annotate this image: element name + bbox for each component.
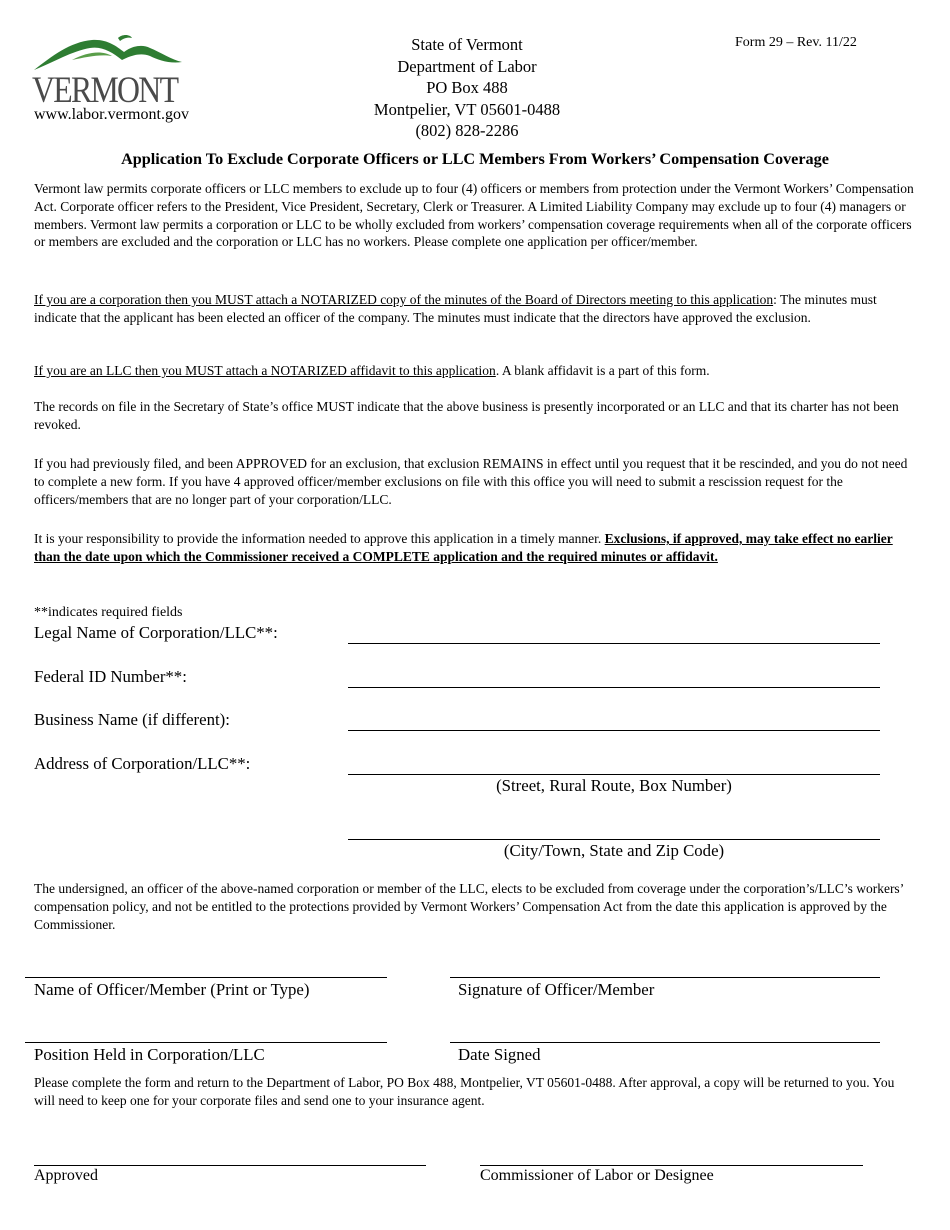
approved-line xyxy=(34,1165,426,1166)
address-line: Department of Labor xyxy=(397,56,537,76)
commissioner-line xyxy=(480,1165,863,1166)
business-name-input[interactable] xyxy=(348,730,880,731)
address-line: Montpelier, VT 05601-0488 xyxy=(373,99,561,119)
records-notice: The records on file in the Secretary of State’s office MUST indicate that the above business is presently incorporated or an LLC and that its charter has not been revoked. xyxy=(34,399,899,432)
legal-name-input[interactable] xyxy=(348,643,880,644)
return-instructions: Please complete the form and return to the Department of Labor, PO Box 488, Montpelier, VT 05601-0488. After approval, a copy will be returned to you. You will need to keep one for your corporate files and send one to your insurance agent. xyxy=(34,1075,895,1108)
date-signed-input[interactable] xyxy=(450,1042,880,1043)
form-title: Application To Exclude Corporate Officers or LLC Members From Workers’ Compensation Coverage xyxy=(121,150,829,168)
address-label: Address of Corporation/LLC**: xyxy=(34,754,251,773)
llc-notice-rest: . A blank affidavit is a part of this form. xyxy=(495,363,710,378)
position-input[interactable] xyxy=(25,1042,387,1043)
address-line: State of Vermont xyxy=(411,35,523,54)
responsibility-text: It is your responsibility to provide the information needed to approve this application in a timely manner. xyxy=(34,531,605,546)
election-statement: The undersigned, an officer of the above-named corporation or member of the LLC, elects to be excluded from coverage under the corporation’s/LLC’s workers’ compensation policy, and not be entitled to the protections provided by Vermont Workers’ Compensation Act from the date this application is approved by the Commissioner. xyxy=(34,881,904,932)
city-hint: (City/Town, State and Zip Code) xyxy=(503,841,725,860)
legal-name-label: Legal Name of Corporation/LLC**: xyxy=(34,623,278,642)
federal-id-input[interactable] xyxy=(348,687,880,688)
corporation-notice-rest: : The minutes must indicate that the applicant has been elected an officer of the company. The minutes must indicate that the directors have approved the exclusion. xyxy=(34,292,877,325)
address-line: (802) 828-2286 xyxy=(415,121,519,140)
responsibility-bold-text: Exclusions, if approved, may take effect no earlier than the date upon which the Commissioner received a COMPLETE application and the required minutes or affidavit. xyxy=(34,531,893,564)
city-state-zip-input[interactable] xyxy=(348,839,880,840)
approved-label: Approved xyxy=(34,1167,98,1184)
position-label: Position Held in Corporation/LLC xyxy=(34,1045,265,1064)
corporation-notice-underlined: If you are a corporation then you MUST attach a NOTARIZED copy of the minutes of the Board of Directors meeting to this application xyxy=(34,292,774,307)
officer-name-label: Name of Officer/Member (Print or Type) xyxy=(34,980,310,999)
website-url: www.labor.vermont.gov xyxy=(34,106,189,123)
required-fields-note: **indicates required fields xyxy=(34,605,183,620)
vermont-logo xyxy=(32,30,188,111)
officer-signature-input[interactable] xyxy=(450,977,880,978)
llc-notice xyxy=(34,362,916,380)
street-address-input[interactable] xyxy=(348,774,880,775)
address-line: PO Box 488 xyxy=(426,78,508,97)
form-number: Form 29 – Rev. 11/22 xyxy=(735,35,857,50)
intro-paragraph: Vermont law permits corporate officers or LLC members to exclude up to four (4) officers or members from protection under the Vermont Workers’ Compensation Act. Corporate officer refers to the President, Vice President, Secretary, Clerk or Treasurer. A Limited Liability Company may exclude up to four (4) managers or members. Vermont law permits a corporation or LLC to be wholly excluded from workers’ compensation coverage requirements when all of the corporate officers or members are excluded and the corporation or LLC has no workers. Please complete one application per officer/member. xyxy=(34,181,914,250)
officer-signature-label: Signature of Officer/Member xyxy=(458,980,655,999)
street-hint: (Street, Rural Route, Box Number) xyxy=(496,776,732,795)
responsibility-notice xyxy=(34,530,916,566)
federal-id-label: Federal ID Number**: xyxy=(34,667,187,686)
llc-notice-underlined: If you are an LLC then you MUST attach a NOTARIZED affidavit to this application xyxy=(34,363,496,378)
logo-wordmark: VERMONT xyxy=(32,70,178,111)
corporation-notice xyxy=(34,291,916,327)
commissioner-label: Commissioner of Labor or Designee xyxy=(480,1167,714,1184)
previous-filing-notice: If you had previously filed, and been APPROVED for an exclusion, that exclusion REMAINS in effect until you request that it be rescinded, and you do not need to complete a new form. If you have 4 approved officer/member exclusions on file with this office you will need to submit a rescission request for the officers/members that are no longer part of your corporation/LLC. xyxy=(34,456,908,507)
officer-name-input[interactable] xyxy=(25,977,387,978)
business-name-label: Business Name (if different): xyxy=(34,710,230,729)
date-signed-label: Date Signed xyxy=(458,1045,541,1064)
agency-address xyxy=(330,34,604,142)
